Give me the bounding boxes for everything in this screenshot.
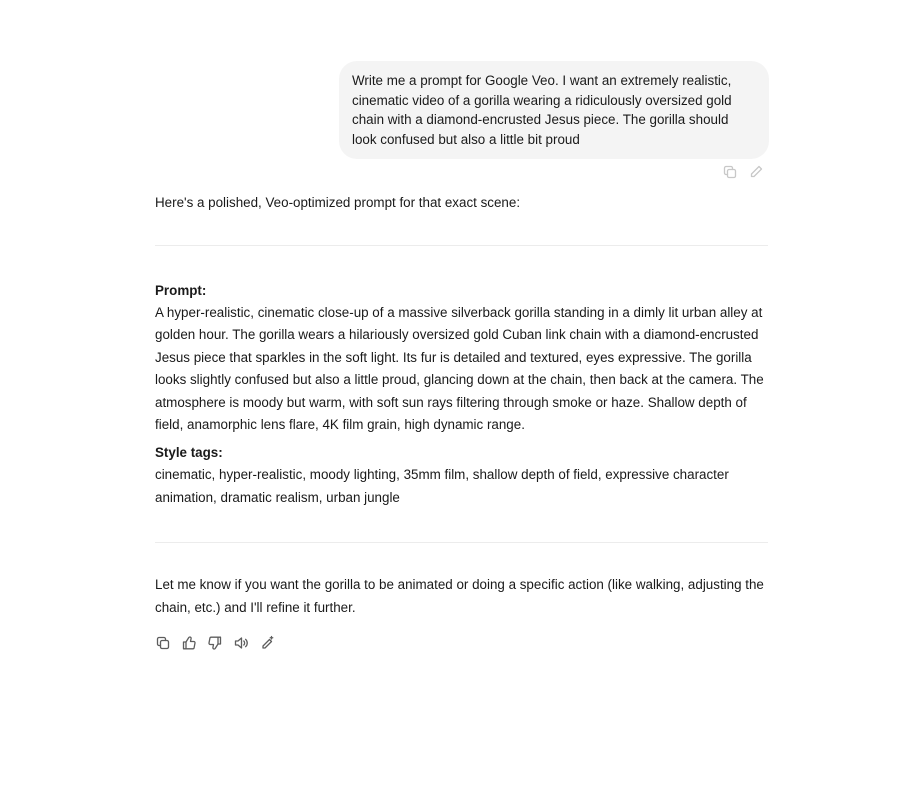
prompt-text: A hyper-realistic, cinematic close-up of a massive silverback gorilla standing in a dimly lit urban alley at golden hour. The gorilla wears a hilariously oversized gold Cuban link chain with a diamond-encrusted Jesus piece that sparkles in the soft light. Its fur is detailed and textured, eyes expressive. The gorilla looks slightly confused but also a little proud, glancing down at the chain, then back at the camera. The atmosphere is moody but warm, with soft sun rays filtering through smoke or haze. Shallow depth of field, anamorphic lens flare, 4K film grain, high dynamic range. bbox=[155, 305, 764, 433]
edit-refine-icon[interactable] bbox=[259, 635, 275, 651]
user-message-bubble bbox=[339, 61, 769, 159]
style-tags-text: cinematic, hyper-realistic, moody lighting, 35mm film, shallow depth of field, expressive character animation, dramatic realism, urban jungle bbox=[155, 467, 729, 505]
assistant-message bbox=[155, 192, 770, 651]
read-aloud-icon[interactable] bbox=[233, 635, 249, 651]
assistant-outro: Let me know if you want the gorilla to be animated or doing a specific action (like walking, adjusting the chain, etc.) and I'll refine it further. bbox=[155, 577, 764, 615]
user-message-actions bbox=[722, 164, 764, 180]
edit-icon[interactable] bbox=[748, 164, 764, 180]
user-message-text: Write me a prompt for Google Veo. I want an extremely realistic, cinematic video of a gorilla wearing a ridiculously oversized gold chain with a diamond-encrusted Jesus piece. The gorilla should look confused but also a little bit proud bbox=[352, 73, 732, 147]
divider bbox=[155, 542, 768, 543]
prompt-label: Prompt: bbox=[155, 283, 207, 298]
copy-icon[interactable] bbox=[155, 635, 171, 651]
thumbs-up-icon[interactable] bbox=[181, 635, 197, 651]
divider bbox=[155, 245, 768, 246]
assistant-intro: Here's a polished, Veo-optimized prompt for that exact scene: bbox=[155, 195, 521, 210]
copy-icon[interactable] bbox=[722, 164, 738, 180]
thumbs-down-icon[interactable] bbox=[207, 635, 223, 651]
assistant-message-actions bbox=[155, 635, 770, 651]
style-tags-label: Style tags: bbox=[155, 445, 223, 461]
